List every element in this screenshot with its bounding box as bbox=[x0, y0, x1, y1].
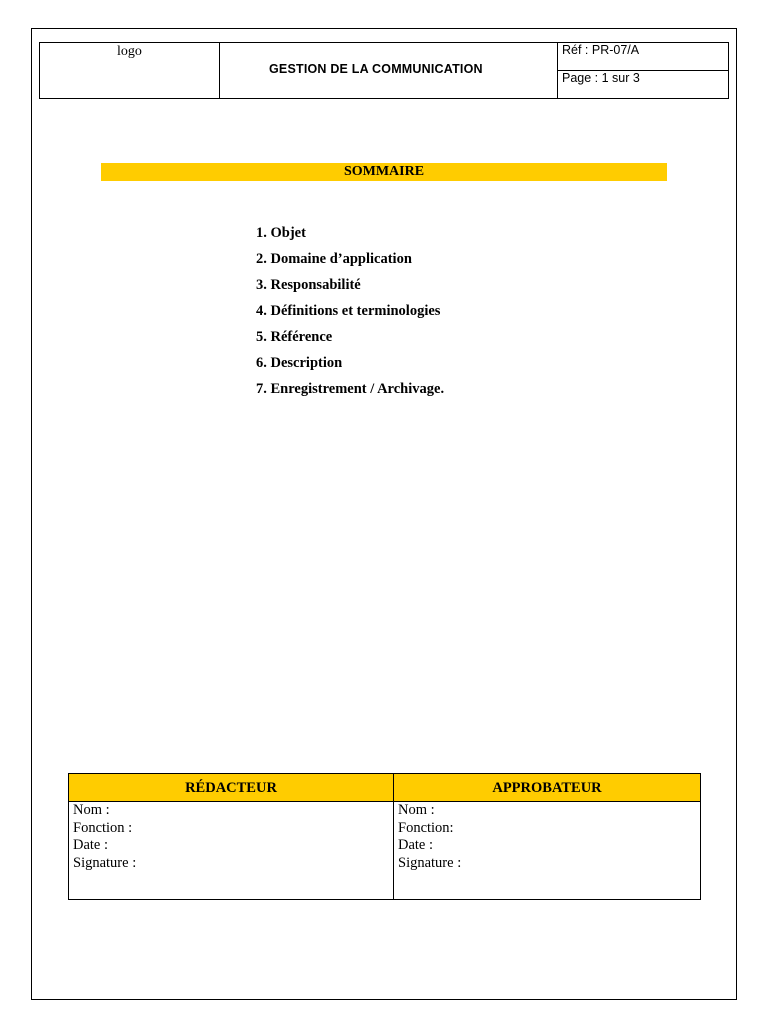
document-title: GESTION DE LA COMMUNICATION bbox=[269, 62, 483, 76]
approbateur-heading: APPROBATEUR bbox=[394, 774, 700, 802]
toc-item: 4. Définitions et terminologies bbox=[256, 303, 441, 319]
document-title-cell bbox=[219, 42, 558, 99]
logo-placeholder bbox=[39, 42, 220, 99]
document-header bbox=[39, 42, 729, 99]
logo-text: logo bbox=[117, 44, 142, 59]
redacteur-date-field: Date : bbox=[73, 837, 109, 853]
signature-table bbox=[68, 773, 701, 900]
redacteur-function-field: Fonction : bbox=[73, 819, 133, 836]
toc-item: 2. Domaine d’application bbox=[256, 251, 412, 267]
approbateur-function-field: Fonction: bbox=[398, 819, 454, 836]
redacteur-heading: RÉDACTEUR bbox=[69, 774, 393, 802]
reference-number: Réf : PR-07/A bbox=[558, 43, 728, 71]
approbateur-date-field: Date : bbox=[398, 837, 434, 853]
redacteur-fields bbox=[69, 802, 393, 872]
approbateur-column bbox=[394, 774, 700, 899]
redacteur-signature-field: Signature : bbox=[73, 854, 137, 871]
toc-item: 3. Responsabilité bbox=[256, 277, 361, 293]
toc-item: 7. Enregistrement / Archivage. bbox=[256, 381, 445, 397]
redacteur-name-field: Nom : bbox=[73, 802, 110, 818]
approbateur-signature-field: Signature : bbox=[398, 854, 462, 871]
page-number: Page : 1 sur 3 bbox=[562, 71, 640, 85]
redacteur-column bbox=[69, 774, 394, 899]
toc-item: 6. Description bbox=[256, 355, 343, 371]
toc-item: 1. Objet bbox=[256, 225, 306, 241]
document-meta bbox=[557, 42, 729, 99]
sommaire-heading: SOMMAIRE bbox=[101, 163, 667, 181]
table-of-contents bbox=[256, 224, 444, 406]
approbateur-fields bbox=[394, 802, 700, 872]
approbateur-name-field: Nom : bbox=[398, 802, 435, 818]
toc-item: 5. Référence bbox=[256, 329, 333, 345]
